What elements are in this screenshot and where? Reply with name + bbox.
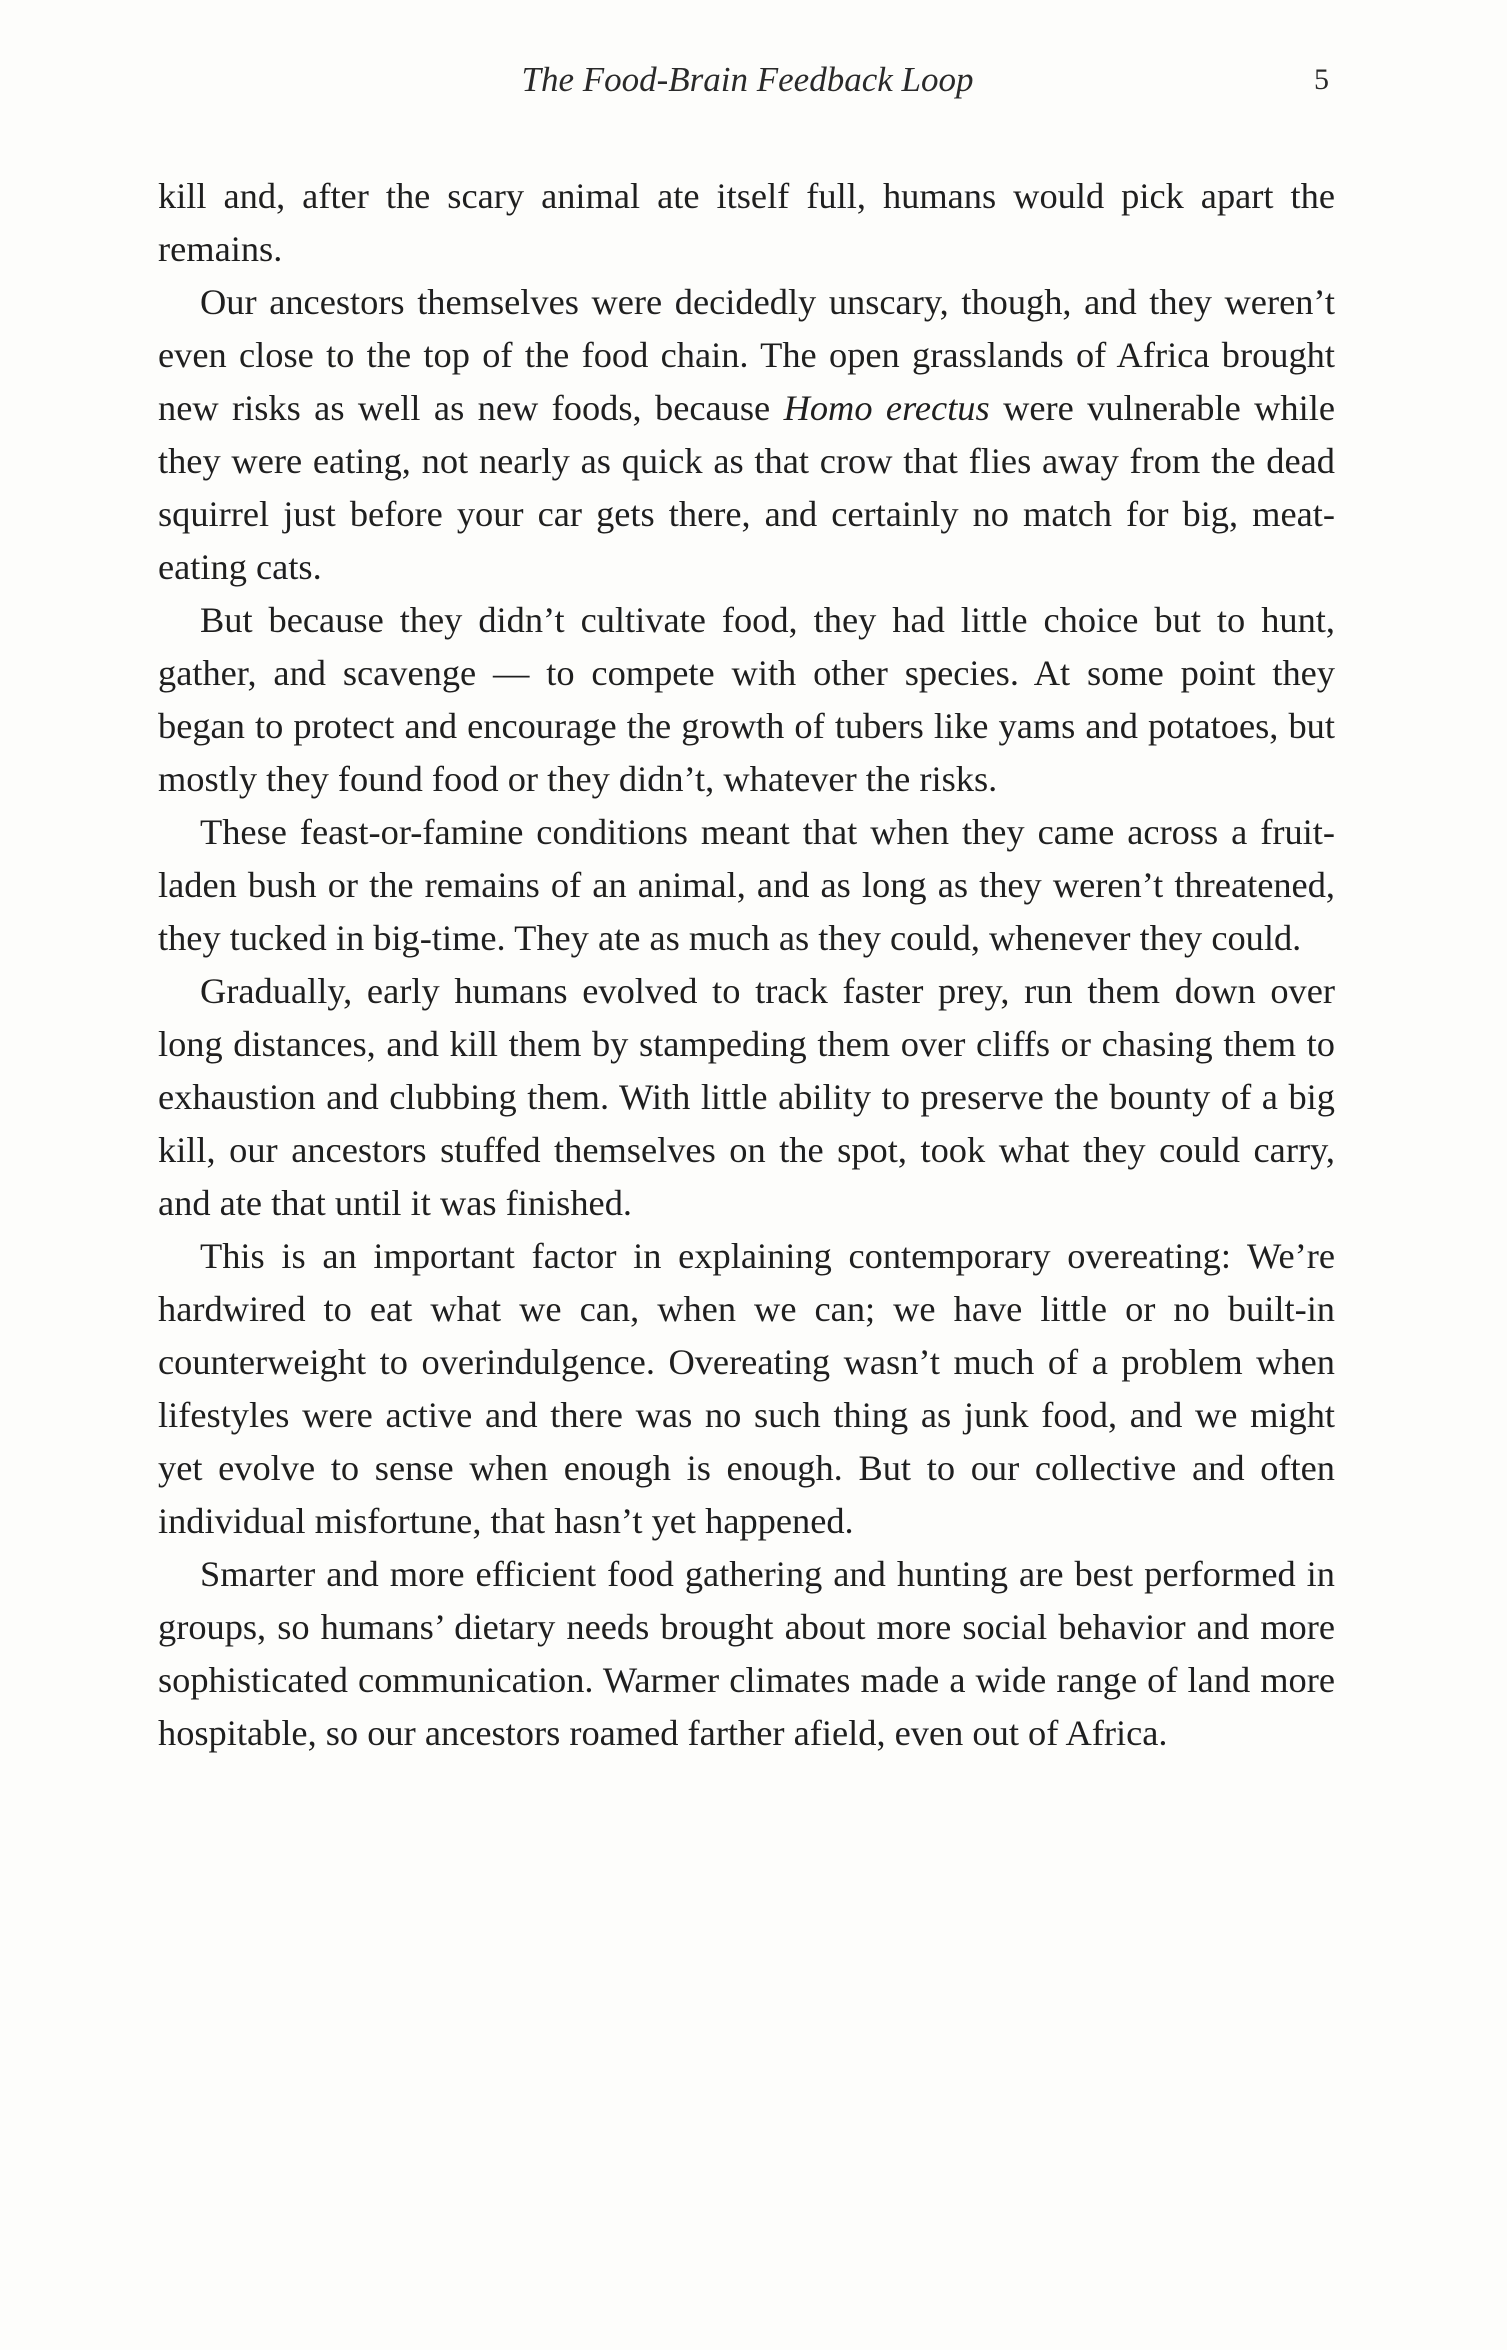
species-name-italic: Homo erectus [783,388,990,428]
running-head [160,55,1335,105]
paragraph-5: Gradually, early humans evolved to track faster prey, run them down over long distances, and kill them by stampeding them over cliffs or chasing them to exhaustion and clubbing them. With little ability to preserve the bounty of a big kill, our ancestors stuffed themselves on the spot, took what they could carry, and ate that until it was finished. [158,971,1335,1223]
page-number: 5 [1314,63,1329,96]
paragraph-4: These feast-or-famine conditions meant that when they came across a fruit-laden bush or the remains of an animal, and as long as they weren’t threatened, they tucked in big-time. They ate as much as they could, whenever they could. [158,812,1335,958]
paragraph-2 [158,276,1335,594]
paragraph-2-text-before: Our ancestors themselves were decidedly unscary, though, and they weren’t even close to the top of the food chain. The open grasslands of Africa brought new risks as well as new foods, because [158,282,1335,428]
body-text [158,170,1335,1760]
paragraph-7: Smarter and more efficient food gathering and hunting are best performed in groups, so humans’ dietary needs brought about more social behavior and more sophisticated communication. Warmer climates made a wide range of land more hospitable, so our ancestors roamed farther afield, even out of Africa. [158,1554,1335,1753]
paragraph-3: But because they didn’t cultivate food, they had little choice but to hunt, gather, and scavenge — to compete with other species. At some point they began to protect and encourage the growth of tubers like yams and potatoes, but mostly they found food or they didn’t, whatever the risks. [158,600,1335,799]
paragraph-1: kill and, after the scary animal ate itself full, humans would pick apart the remains. [158,176,1335,269]
paragraph-6: This is an important factor in explaining contemporary overeating: We’re hardwired to eat what we can, when we can; we have little or no built-in counterweight to overindulgence. Overeating wasn’t much of a problem when lifestyles were active and there was no such thing as junk food, and we might yet evolve to sense when enough is enough. But to our collective and often individual misfortune, that hasn’t yet happened. [158,1236,1335,1541]
running-title: The Food-Brain Feedback Loop [521,60,974,99]
paragraph-2-text-after: were vulnerable while they were eating, not nearly as quick as that crow that flies away from the dead squirrel just before your car gets there, and certainly no match for big, meat-eating cats. [158,388,1335,587]
